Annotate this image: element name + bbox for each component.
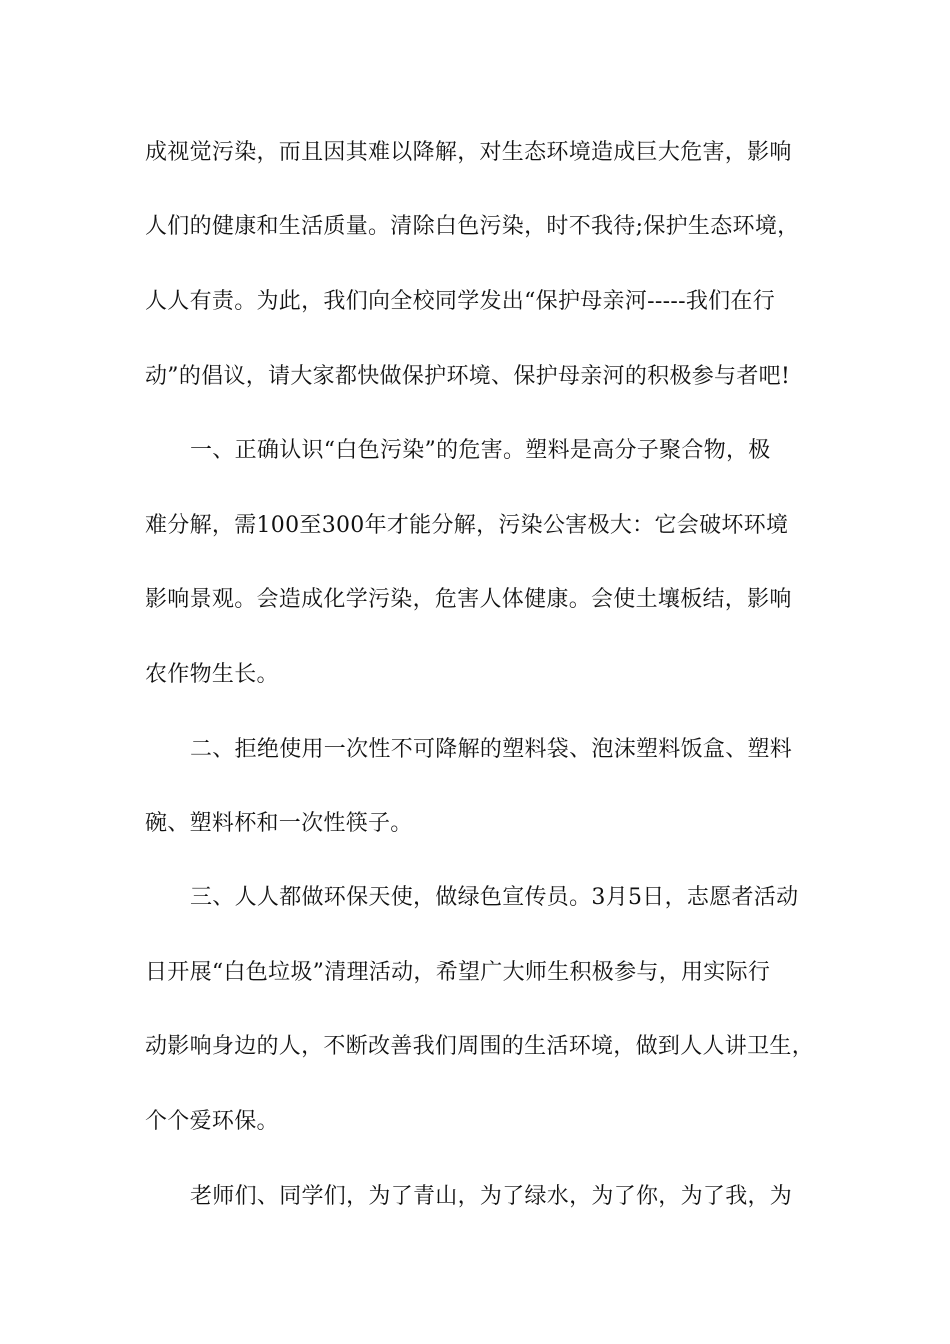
- paragraph-line: 农作物生长。: [145, 662, 279, 687]
- paragraph-line: 一、正确认识“白色污染”的危害。塑料是高分子聚合物，极: [190, 438, 771, 463]
- paragraph-line: 动影响身边的人，不断改善我们周围的生活环境，做到人人讲卫生，: [145, 1034, 815, 1059]
- paragraph-line: 难分解，需100至300年才能分解，污染公害极大：它会破坏环境: [145, 513, 789, 538]
- paragraph-line: 动”的倡议，请大家都快做保护环境、保护母亲河的积极参与者吧!: [145, 364, 791, 389]
- paragraph-line: 影响景观。会造成化学污染，危害人体健康。会使土壤板结，影响: [145, 587, 792, 612]
- paragraph-line: 人人有责。为此，我们向全校同学发出“保护母亲河-----我们在行: [145, 289, 776, 314]
- paragraph-line: 个个爱环保。: [145, 1109, 279, 1134]
- paragraph-line: 日开展“白色垃圾”清理活动，希望广大师生积极参与，用实际行: [145, 960, 771, 985]
- paragraph-line: 人们的健康和生活质量。清除白色污染，时不我待;保护生态环境，: [145, 214, 800, 239]
- paragraph-line: 二、拒绝使用一次性不可降解的塑料袋、泡沫塑料饭盒、塑料: [190, 737, 793, 762]
- paragraph-line: 三、人人都做环保天使，做绿色宣传员。3月5日，志愿者活动: [190, 885, 799, 910]
- paragraph-line: 成视觉污染，而且因其难以降解，对生态环境造成巨大危害，影响: [145, 140, 792, 165]
- paragraph-line: 碗、塑料杯和一次性筷子。: [145, 811, 413, 836]
- paragraph-line: 老师们、同学们，为了青山，为了绿水，为了你，为了我，为: [190, 1184, 793, 1209]
